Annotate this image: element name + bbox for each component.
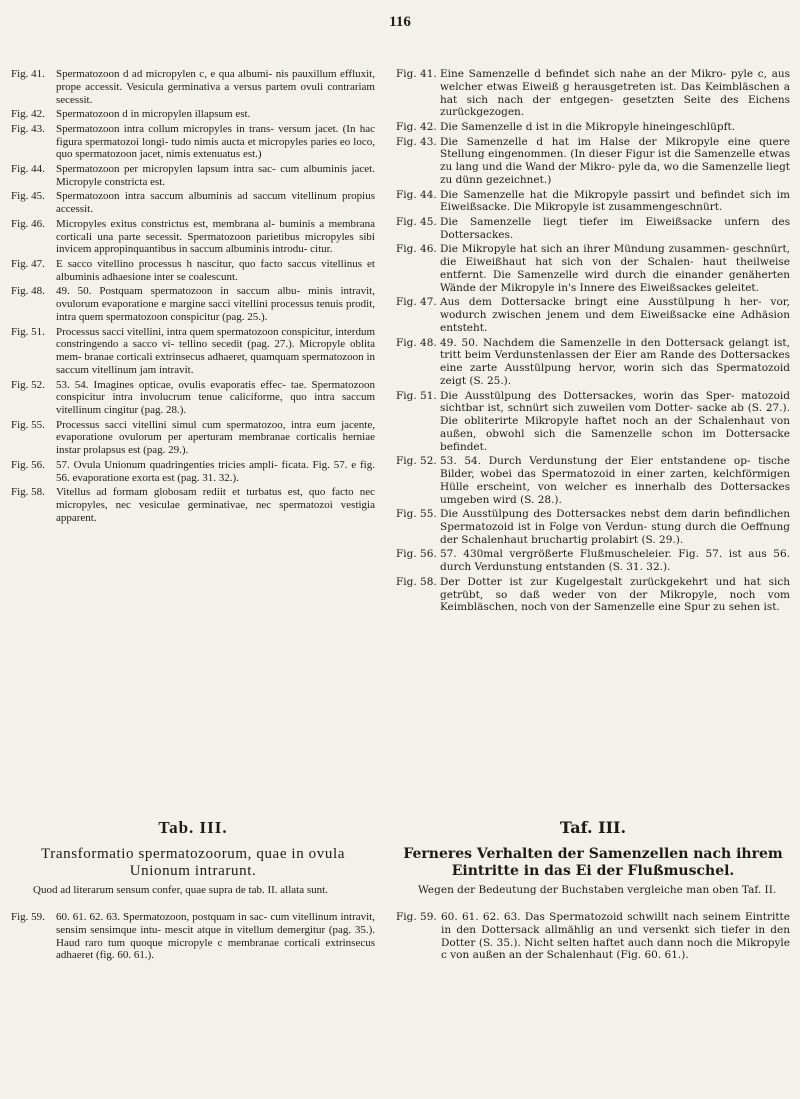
figure-entry (396, 243, 790, 294)
figure-entry (11, 218, 375, 256)
figure-entry (396, 121, 790, 134)
figure-entry (11, 190, 375, 216)
figure-label: Fig. 47. (396, 296, 437, 309)
figure-text: 57. 430mal vergrößerte Flußmuscheleier. Fig. 57. ist aus 56. durch Verdunstung entstanden (S. 31. 32.). (440, 548, 790, 574)
figure-label: Fig. 52. (396, 455, 437, 468)
figure-text: Spermatozoon d in micropylen illapsum est. (56, 108, 251, 121)
figure-entry (396, 390, 790, 454)
figure-label: Fig. 56. (11, 458, 45, 471)
figure-text: Spermatozoon intra saccum albuminis ad saccum vitellinum propius accessit. (56, 190, 375, 216)
figure-label: Fig. 43. (11, 122, 45, 135)
figure-label: Fig. 43. (396, 135, 437, 148)
figure-text: Die Mikropyle hat sich an ihrer Mündung zusammen- geschnürt, die Eiweißhaut hat sich von der Schalen- haut theilweise entfernt. Die Samenzelle wird durch die einander genäherten Wände der Mikropyle in's Innere des Eiweißsackes geleitet. (440, 243, 790, 294)
figure-label: Fig. 51. (11, 325, 45, 338)
figure-label: Fig. 45. (11, 190, 45, 203)
figure-entry (11, 123, 375, 161)
figure-text: Die Ausstülpung des Dottersackes nebst dem darin befindlichen Spermatozoid ist in Folge von Verdun- stung durch die Oeffnung der Schalenhaut bruchartig prolabirt (S. 29.). (440, 508, 790, 546)
figure-label: Fig. 55. (11, 418, 45, 431)
figure-entry (396, 216, 790, 242)
figure-label: Fig. 48. (396, 336, 437, 349)
figure-entry (11, 486, 375, 524)
page-number: 116 (389, 14, 411, 30)
figure-text: E sacco vitellino processus h nascitur, quo facto saccus vitellinus et albuminis adhaesione inter se coalescunt. (56, 257, 375, 283)
figure-label: Fig. 42. (396, 120, 437, 133)
figure-text: Die Samenzelle d hat im Halse der Mikropyle eine quere Stellung eingenommen. (In dieser Figur ist die Samenzelle etwas zu lang und die Wand der Mikro- pyle da, wo die Samenzelle liegt zu dünn gezeichnet.) (440, 135, 791, 186)
figure-label: Fig. 42. (11, 108, 45, 121)
figure-entry (396, 189, 790, 215)
plate-note-german: Wegen der Bedeutung der Buchstaben vergleiche man oben Taf. II. (418, 884, 777, 896)
figure-entry (396, 455, 790, 506)
plate-note-latin: Quod ad literarum sensum confer, quae supra de tab. II. allata sunt. (33, 884, 328, 896)
figure-text: 60. 61. 62. 63. Das Spermatozoid schwillt nach seinem Eintritte in den Dottersack allmählig an und versenkt sich tiefer in den Dotter (S. 35.). Nicht selten haftet auch dann noch die Mikropyle c von außen an der Schalenhaut (Fig. 60. 61.). (441, 911, 790, 962)
figure-label: Fig. 48. (11, 285, 45, 298)
figure-label: Fig. 59. (11, 911, 45, 923)
figure-label: Fig. 55. (396, 508, 437, 521)
figure-text: Spermatozoon d ad micropylen c, e qua albumi- nis pauxillum effluxit, prope accessit. Vesicula germinativa a versus partem ovuli contrariam secessit. (56, 68, 375, 106)
plate-title-german: Ferneres Verhalten der Samenzellen nach ihrem Eintritte in das Ei der Flußmuschel. (403, 846, 783, 879)
figure-label: Fig. 41. (396, 68, 437, 80)
figure-entry (11, 459, 375, 485)
figure-text: 49. 50. Nachdem die Samenzelle in den Dottersack gelangt ist, tritt beim Verdunstenlassen der Eier am Rande des Dottersackes eine zarte Ausstülpung hervor, worin sich das Spermatozoid zeigt (S. 25.). (440, 336, 790, 387)
figure-text: Spermatozoon intra collum micropyles in trans- versum jacet. (In hac figura spermatozoi longi- tudo nimis aucta et micropyles paries eo loco, quo spermatozoon jacet, nimis extenuatus est.) (56, 122, 375, 161)
figure-text: Der Dotter ist zur Kugelgestalt zurückgekehrt und hat sich getrübt, so daß weder von der Mikropyle, noch vom Keimbläschen, noch von der Samenzelle eine Spur zu sehen ist. (440, 575, 790, 614)
figure-text: 49. 50. Postquam spermatozoon in saccum albu- minis intravit, ovulorum evaporatione e margine sacci vitellini processus tenuis prodit, intra quem spermatozoon conspicitur (pag. 25.). (56, 285, 375, 323)
figure-entry (11, 258, 375, 284)
figure-text: 57. Ovula Unionum quadringenties tricies ampli- ficata. Fig. 57. e fig. 56. evaporatione exorta est (pag. 31. 32.). (56, 458, 375, 484)
figure-text: Spermatozoon per micropylen lapsum intra sac- cum albuminis jacet. Micropyle constricta est. (56, 162, 375, 188)
figure-entry (396, 576, 790, 614)
figure-label: Fig. 56. (396, 548, 437, 561)
figure-label: Fig. 44. (396, 188, 437, 201)
figure-label: Fig. 51. (396, 389, 437, 402)
figure-text: Processus sacci vitellini, intra quem spermatozoon conspicitur, interdum constringendo a sacco vi- tellino secedit (pag. 27.). Micropyle oblita mem- branae corticali extrinsecus adhaeret, quamquam spermatozoon in saccum vitellinum jam intravit. (56, 325, 375, 376)
figure-entry (11, 108, 375, 121)
figure-label: Fig. 58. (396, 575, 437, 588)
figure-label: Fig. 45. (396, 215, 437, 228)
figure-entry (11, 419, 375, 457)
figure-entry (11, 68, 375, 106)
figure-entry (11, 379, 375, 417)
figure-entry (396, 508, 790, 546)
figure-text: Vitellus ad formam globosam rediit et turbatus est, quo facto nec micropyles, nec vesiculae germinativae, nec spermatozoi vestigia apparent. (56, 486, 375, 524)
figure-entry (11, 326, 375, 377)
figure-entry (396, 68, 790, 119)
figure-text: Processus sacci vitellini simul cum spermatozoo, intra eum jacente, evaporatione ovulorum per aperturam membranae corticalis herniae instar prolapsus est (pag. 29.). (56, 418, 375, 457)
figure-entry (11, 285, 375, 323)
figure-text: Aus dem Dottersacke bringt eine Ausstülpung h her- vor, wodurch zwischen jenem und dem Eiweißsacke eine Adhäsion entsteht. (440, 296, 790, 334)
plate-heading-latin: Tab. III. (158, 818, 228, 837)
latin-figure-legend (11, 68, 375, 526)
plate-title-latin: Transformatio spermatozoorum, quae in ovula Unionum intrarunt. (41, 846, 345, 879)
figure-text: Die Ausstülpung des Dottersackes, worin das Sper- matozoid sichtbar ist, schnürt sich zuweilen vom Dotter- sacke ab (S. 27.). Die obliterirte Mikropyle haftet noch an der Schalenhaut von außen, obwohl sich die Samenzelle schon im Dottersacke befindet. (440, 389, 790, 453)
figure-text: Die Samenzelle d ist in die Mikropyle hineingeschlüpft. (440, 120, 736, 133)
figure-entry (396, 548, 790, 574)
plate-figure-entry-german (396, 911, 790, 962)
figure-text: Micropyles exitus constrictus est, membrana al- buminis a membrana corticali una parte secessit. Spermatozoon parietibus micropyles sibi invicem appropinquantibus in saccum albuminis introdu- citur. (56, 217, 375, 256)
figure-entry (396, 136, 790, 187)
figure-text: Die Samenzelle hat die Mikropyle passirt und befindet sich im Eiweißsacke. Die Mikropyle ist zusammengeschnürt. (440, 188, 790, 214)
figure-entry (11, 163, 375, 189)
figure-label: Fig. 46. (396, 243, 437, 256)
figure-label: Fig. 44. (11, 162, 45, 175)
figure-label: Fig. 47. (11, 257, 45, 270)
figure-label: Fig. 58. (11, 486, 45, 499)
figure-text: 53. 54. Durch Verdunstung der Eier entstandene op- tische Bilder, wobei das Spermatozoid in einer zarten, kelchförmigen Hülle erscheint, von welcher es innerhalb des Dottersackes umgeben wird (S. 28.). (440, 455, 790, 506)
figure-entry (396, 337, 790, 388)
german-figure-legend (396, 68, 790, 616)
figure-text: Eine Samenzelle d befindet sich nahe an der Mikro- pyle c, aus welcher etwas Eiweiß g herausgetreten ist. Das Keimbläschen a hat sich nach der entgegen- gesetzten Seite des Eichens zurückgezogen. (440, 68, 790, 119)
figure-entry (396, 296, 790, 334)
figure-label: Fig. 41. (11, 68, 45, 80)
figure-label: Fig. 52. (11, 378, 45, 391)
figure-label: Fig. 46. (11, 217, 45, 230)
figure-text: Die Samenzelle liegt tiefer im Eiweißsacke unfern des Dottersackes. (440, 215, 790, 241)
figure-text: 53. 54. Imagines opticae, ovulis evaporatis effec- tae. Spermatozoon conspicitur intra involucrum tenue caliciforme, quo intra saccum vitellinum cingitur (pag. 28.). (56, 378, 375, 417)
figure-text: 60. 61. 62. 63. Spermatozoon, postquam in sac- cum vitellinum intravit, sensim sensimque intu- mescit atque in vitellum demergitur (pag. 35.). Haud raro tum quoque micropyle c membranae corticali extrinsecus adhaeret (fig. 60. 61.). (56, 911, 375, 962)
plate-figure-entry-latin (11, 911, 375, 962)
figure-label: Fig. 59. (396, 911, 437, 923)
plate-heading-german: Taf. III. (559, 818, 627, 837)
